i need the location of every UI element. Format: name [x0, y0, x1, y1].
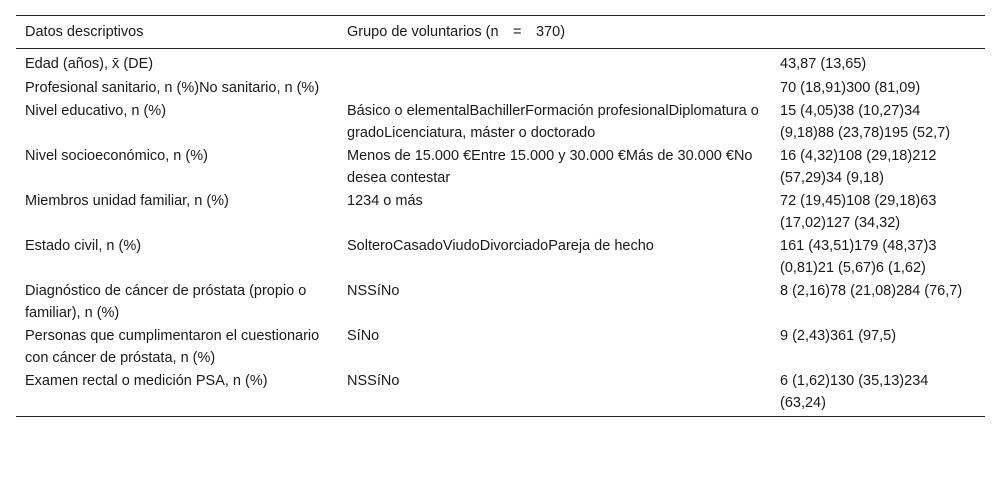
row-values: 8 (2,16)78 (21,08)284 (76,7) [780, 283, 963, 299]
row-categories: NSSíNo [347, 373, 400, 389]
row-label: Edad (años), x̄ (DE) [25, 56, 154, 72]
row-values: 9 (2,43)361 (97,5) [780, 328, 897, 344]
row-label: Profesional sanitario, n (%)No sanitario, n (%) [25, 79, 320, 96]
row-categories: NSSíNo [347, 283, 400, 299]
row-categories [338, 77, 771, 101]
row-categories: Menos de 15.000 €Entre 15.000 y 30.000 €Más de 30.000 €No desea contestar [347, 148, 753, 186]
table-row [16, 190, 985, 235]
descriptive-table-container [16, 15, 985, 417]
row-categories: SolteroCasadoViudoDivorciadoPareja de hecho [347, 238, 654, 254]
row-label: Estado civil, n (%) [25, 238, 142, 254]
header-values [771, 16, 985, 49]
row-values: 16 (4,32)108 (29,18)212 (57,29)34 (9,18) [780, 148, 937, 186]
row-values: 15 (4,05)38 (10,27)34 (9,18)88 (23,78)195 (52,7) [780, 103, 951, 141]
row-label: Diagnóstico de cáncer de próstata (propio o familiar), n (%) [25, 283, 307, 321]
row-values: 72 (19,45)108 (29,18)63 (17,02)127 (34,32) [780, 193, 937, 231]
row-values: 6 (1,62)130 (35,13)234 (63,24) [780, 373, 929, 411]
row-label: Examen rectal o medición PSA, n (%) [25, 373, 268, 389]
row-categories: 1234 o más [347, 193, 423, 209]
table-header-row [16, 16, 985, 49]
table-row [16, 325, 985, 370]
row-label: Miembros unidad familiar, n (%) [25, 193, 229, 209]
table-row [16, 370, 985, 417]
table-row [16, 280, 985, 325]
table-row [16, 100, 985, 145]
table-row [16, 77, 985, 101]
table-row [16, 49, 985, 77]
table-row [16, 145, 985, 190]
row-categories: SíNo [347, 328, 380, 344]
header-descriptive-data: Datos descriptivos [25, 24, 144, 40]
table-row [16, 235, 985, 280]
row-categories [338, 49, 771, 77]
header-volunteer-group: Grupo de voluntarios (n = 370) [347, 24, 566, 40]
row-values: 70 (18,91)300 (81,09) [780, 79, 921, 96]
row-label: Personas que cumplimentaron el cuestionario con cáncer de próstata, n (%) [25, 328, 320, 366]
row-label: Nivel educativo, n (%) [25, 103, 167, 119]
row-categories: Básico o elementalBachillerFormación profesionalDiplomatura o gradoLicenciatura, máster o doctorado [347, 103, 759, 141]
row-values: 161 (43,51)179 (48,37)3 (0,81)21 (5,67)6 (1,62) [780, 238, 937, 276]
row-values: 43,87 (13,65) [780, 56, 867, 72]
row-label: Nivel socioeconómico, n (%) [25, 148, 208, 164]
descriptive-data-table [16, 15, 985, 417]
